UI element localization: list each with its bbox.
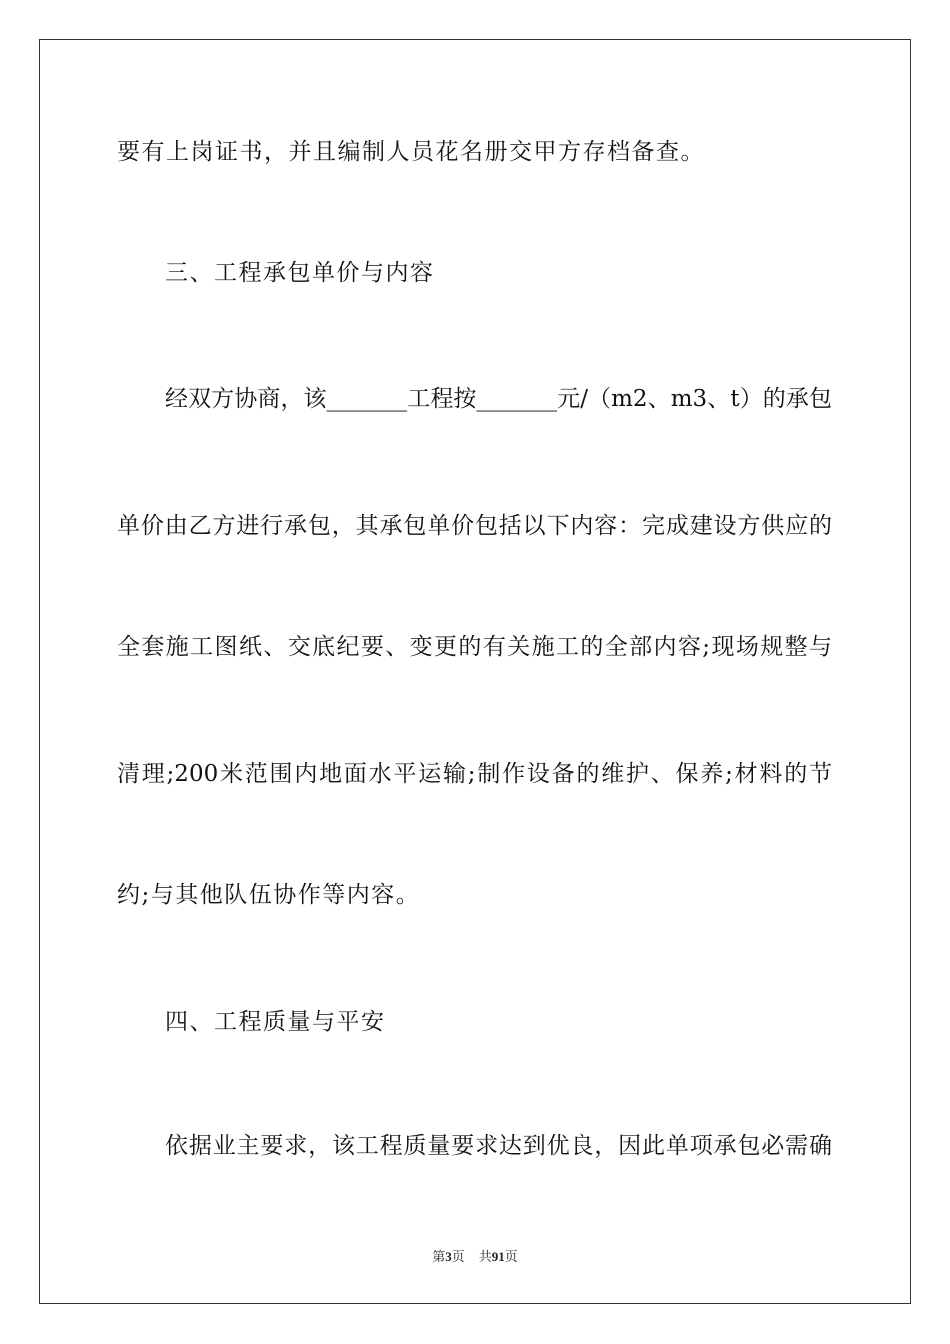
footer-page-prefix: 第 (432, 1249, 446, 1264)
footer-page-suffix: 页 (451, 1249, 465, 1264)
section-heading-4: 四、工程质量与平安 (165, 1009, 386, 1035)
paragraph-line-4: 单价由乙方进行承包，其承包单价包括以下内容：完成建设方供应的 (117, 513, 832, 539)
page-border (39, 39, 911, 1304)
paragraph-line-5: 全套施工图纸、交底纪要、变更的有关施工的全部内容;现场规整与 (117, 634, 832, 660)
paragraph-line-9: 依据业主要求，该工程质量要求达到优良，因此单项承包必需确 (165, 1133, 832, 1159)
paragraph-line-6: 清理;200米范围内地面水平运输;制作设备的维护、保养;材料的节 (117, 761, 832, 787)
footer-total-pages: 91 (491, 1249, 505, 1264)
paragraph-line-1: 要有上岗证书，并且编制人员花名册交甲方存档备查。 (117, 139, 705, 165)
page-footer (0, 1248, 950, 1266)
section-heading-3: 三、工程承包单价与内容 (165, 260, 435, 286)
footer-total-prefix: 共 (478, 1249, 492, 1264)
paragraph-line-7: 约;与其他队伍协作等内容。 (117, 882, 421, 908)
footer-page-number: 3 (445, 1249, 452, 1264)
footer-total-suffix: 页 (504, 1249, 518, 1264)
paragraph-line-3: 经双方协商，该_______工程按_______元/（m2、m3、t）的承包 (165, 386, 832, 412)
